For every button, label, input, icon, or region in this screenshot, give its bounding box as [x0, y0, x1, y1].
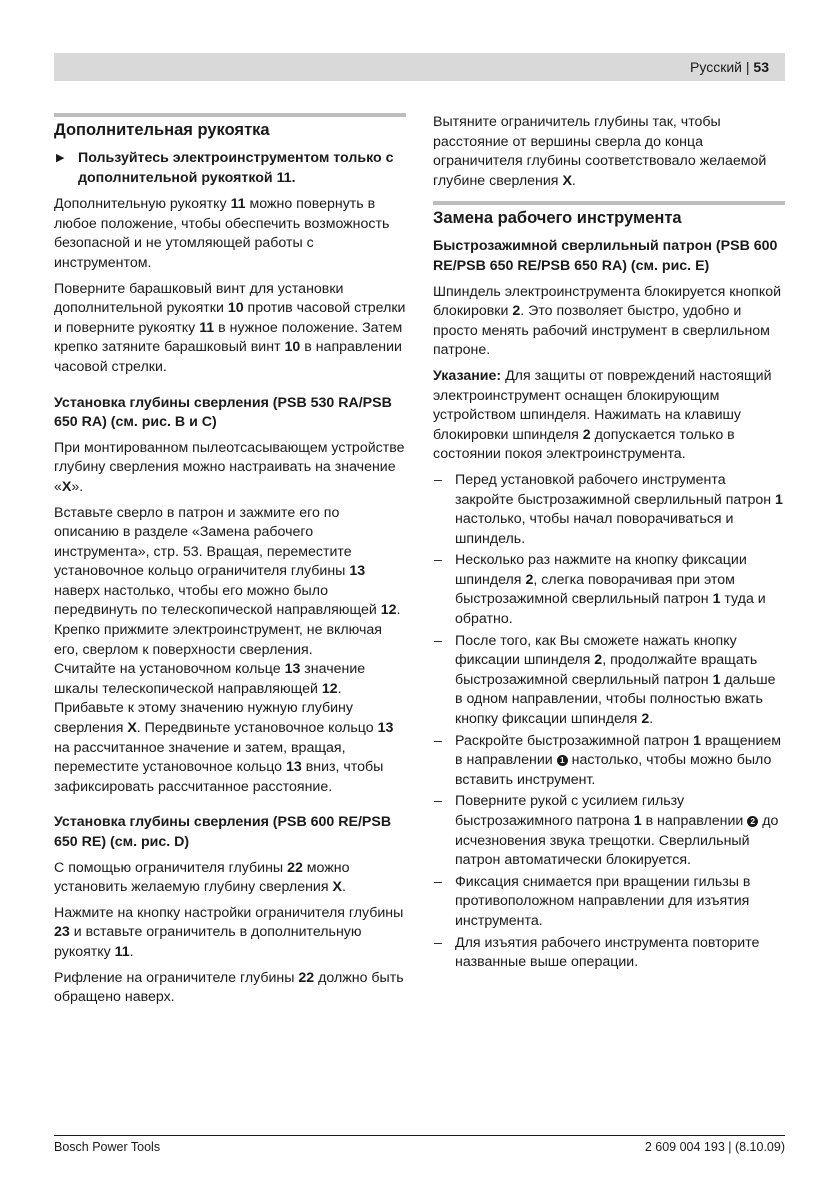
header-separator: | — [742, 59, 754, 75]
instruction-list — [433, 471, 785, 973]
paragraph: Считайте на установочном кольце 13 значение шкалы телескопической направляющей 12. Прибавьте к этому значению нужную глубину сверления X. Передвиньте установочное кольцо 13 на рассчитанное значение и затем, вращая, переместите установочное кольцо 13 вниз, чтобы зафиксировать рассчитанное расстояние. — [54, 661, 394, 795]
header-text — [690, 59, 769, 75]
paragraph: Рифление на ограничителе глубины 22 должно быть обращено наверх. — [54, 969, 404, 1006]
paragraph: Поверните барашковый винт для установки дополнительной рукоятки 10 против часовой стрелки и поверните рукоятку 11 в нужное положение. Затем крепко затяните барашковый винт 10 в направлении часовой стрелки. — [54, 280, 406, 375]
section-title: Установка глубины сверления (PSB 600 RE/PSB 650 RE) (см. рис. D) — [54, 814, 392, 850]
paragraph: Нажмите на кнопку настройки ограничителя глубины 23 и вставьте ограничитель в дополнительную рукоятку 11. — [54, 904, 404, 960]
section-depth-re — [54, 813, 406, 1007]
paragraph: При монтированном пылеотсасывающем устройстве глубину сверления можно настраивать на значение «X». — [54, 439, 405, 495]
header-language: Русский — [690, 59, 742, 75]
triangle-bullet-icon: ▶ — [56, 152, 65, 164]
section-title: Установка глубины сверления (PSB 530 RA/PSB 650 RA) (см. рис. B и C) — [54, 394, 392, 431]
list-item: – Фиксация снимается при вращении гильзы в противоположном направлении для изъятия инструмента. — [434, 873, 751, 929]
direction-1-icon: 1 — [557, 755, 568, 766]
list-item: – Поверните рукой с усилием гильзу быстрозажимного патрона 1 в направлении 2 до исчезновения звука трещотки. Сверлильный патрон автоматически блокируется. — [434, 793, 779, 869]
section-tool-change — [433, 201, 785, 972]
right-column — [433, 113, 785, 975]
footer-doc-number: 2 609 004 193 | (8.10.09) — [644, 1140, 785, 1154]
safety-note: ▶ Пользуйтесь электроинструментом только с дополнительной рукояткой 11. — [56, 150, 394, 186]
section-title: Дополнительная рукоятка — [54, 121, 270, 139]
section-depth-ra — [54, 394, 406, 798]
paragraph: Шпиндель электроинструмента блокируется кнопкой блокировки 2. Это позволяет быстро, удобно и просто менять рабочий инструмент в сверлильном патроне. — [433, 283, 782, 359]
direction-2-icon: 2 — [747, 816, 758, 827]
page-header — [54, 53, 785, 81]
list-item: – После того, как Вы сможете нажать кнопку фиксации шпинделя 2, продолжайте вращать быстрозажимной сверлильный патрон 1 дальше в одном направлении, чтобы полностью вжать кнопку фиксации шпинделя 2. — [434, 632, 776, 728]
footer-divider — [54, 1135, 785, 1136]
list-item: – Перед установкой рабочего инструмента закройте быстрозажимной сверлильный патрон 1 настолько, чтобы начал поворачиваться и шпиндель. — [434, 471, 783, 547]
footer-publisher: Bosch Power Tools — [54, 1140, 161, 1154]
paragraph: Вытяните ограничитель глубины так, чтобы расстояние от вершины сверла до конца ограничителя глубины соответствовало желаемой глубине сверления X. — [433, 114, 767, 189]
subsection-title: Быстрозажимной сверлильный патрон (PSB 600 RE/PSB 650 RE/PSB 650 RA) (см. рис. E) — [433, 238, 778, 274]
paragraph: Вставьте сверло в патрон и зажмите его по описанию в разделе «Замена рабочего инструмента», стр. 53. Вращая, переместите установочное кольцо ограничителя глубины 13 наверх настолько, чтобы его можно было передвинуть по телескопической направляющей 12. Крепко прижмите электроинструмент, не включая его, сверлом к поверхности сверления. — [54, 504, 401, 658]
left-column — [54, 113, 406, 1014]
list-item: – Раскройте быстрозажимной патрон 1 вращением в направлении 1 настолько, чтобы можно было вставить инструмент. — [434, 732, 782, 788]
section-extra-handle — [54, 113, 406, 378]
paragraph: С помощью ограничителя глубины 22 можно установить желаемую глубину сверления X. — [54, 859, 350, 896]
section-title: Замена рабочего инструмента — [433, 209, 682, 228]
paragraph: Дополнительную рукоятку 11 можно повернуть в любое положение, чтобы обеспечить возможность безопасной и не утомляющей работы с инструментом. — [54, 196, 390, 271]
list-item: – Несколько раз нажмите на кнопку фиксации шпинделя 2, слегка поворачивая при этом быстрозажимной сверлильный патрон 1 туда и обратно. — [434, 552, 766, 628]
note-paragraph: Указание: Для защиты от повреждений настоящий электроинструмент оснащен блокирующим устройством шпинделя. Нажимать на клавишу блокировки шпинделя 2 допускается только в состоянии покоя электроинструмента. — [433, 367, 772, 463]
note-label: Указание: — [433, 367, 502, 384]
page-number: 53 — [753, 59, 769, 75]
list-item: – Для изъятия рабочего инструмента повторите названные выше операции. — [434, 934, 760, 971]
